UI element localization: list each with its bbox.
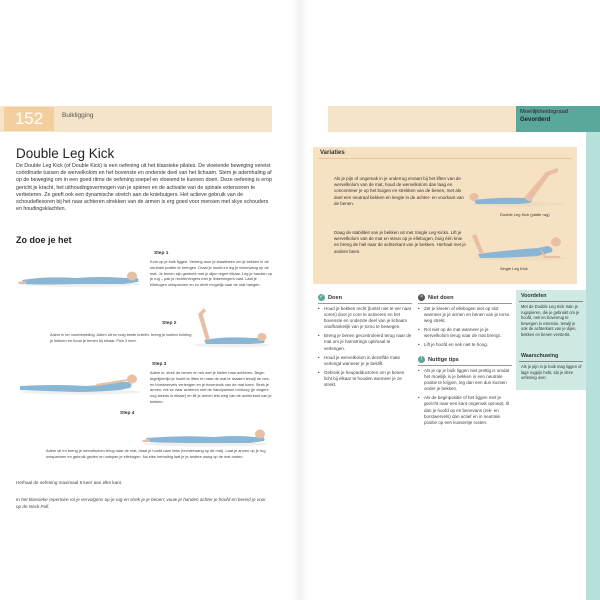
step4-text: Adem uit en breng je wervelkolom terug naar de mat, draai je hoofd naar links (rechterwang op de mat). Laat je armen op je rug ontspannen en gebruik gezien en ontspan je ellebogen. Na elke herhaling laat je je andere wang op de mat rusten. [46,448,266,459]
step3-illustration [16,370,146,396]
variation1-text: Als je pijn of ongemak in je onderrug ervaart bij het liften van de wervelkolom van de mat, houd de wervelkolom dan laag en concentreer je op het buigen en strekken van de benen, met als doel een neutraal bekken en lengte in de achter- en voorkant van de benen. [334,176,464,206]
section-label: Buikligging [62,112,94,119]
variation2-illustration [468,226,572,262]
teal-side-column [586,132,600,600]
page-number: 152 [4,107,54,131]
variation2-text: Daag de stabiliteit van je bekken uit met Single Leg Kicks. Lift je wervelkolom van de mat en steun op je ellebogen, buig één knie en breng de hiel naar de achterkant van je bekken. Herhaal met je andere been. [334,230,466,254]
doen-list [318,306,412,391]
list-item: • Breng je benen gecontroleerd terug naar de mat om je hamstrings optimaal te verlengen. [318,333,412,351]
right-page-header-band [328,106,516,132]
step2-illustration [190,300,272,350]
tips-title: Nuttige tips [428,357,459,363]
list-item: • Houd je wervelkolom in dezelfde mate verlengd wanneer je je beklift. [318,355,412,367]
warning-divider [519,361,583,362]
warning-text: Als je pijn in je buik mag liggen of lage rugpijn hebt, sla je deze oefening over. [521,364,582,380]
doen-title: Doen [328,295,342,301]
niet-doen-list [418,306,512,352]
tips-divider [418,365,512,366]
variation1-caption: Double Leg Kick (platte rug) [500,212,550,217]
classical-note: In het klassieke repertoire rol je vervolgens op je rug en strek je je benen; vouw je handen achter je hoofd en bereid je voor op de Neck Pull. [16,497,266,509]
step2-label: Step 2 [162,321,177,326]
variation2-caption: Single Leg Kick [500,266,528,271]
check-icon: ✓ [319,294,324,300]
variation1-illustration [468,164,568,208]
list-item: • Als je op je buik liggen niet prettig is omdat het moeilijk is je bekken in een neutrale positie te krijgen, leg dan een dun kussen onder je bekken. [418,368,512,392]
doen-divider [318,303,412,304]
step4-illustration [140,418,272,448]
how-to-heading: Zo doe je het [16,235,72,245]
closing-text: Herhaal de oefening maximaal 5 keer aan elke kant. [16,480,123,485]
list-item: • Gebruik je heupadductoren om je benen licht bij elkaar te houden wanneer je ze strekt. [318,370,412,388]
cross-icon: × [419,294,424,300]
step4-label: Step 4 [120,411,135,416]
tips-list [418,368,512,429]
step1-text: Kom op je buik liggen. Verleng door je staartbeen om je bekken in de neutrale positie te brengen. Draai je hoofd en leg je linkerwang op de mat. Je benen zijn gestrekt met je dijen tegen elkaar. Leg je handen op je rug – pak je rechtervingers met je linkervingers vast. Laat je ellebogen ontspannen en zo dicht mogelijk naar de mat hangen. [150,259,272,288]
list-item: • Als de beginpositie of het liggen met je gezicht naar een kant ongemak oproept, til dan je hoofd op en benevans (rek- en borstwervels) dan actief en in neutrale positie op een kussentje rusten. [418,395,512,425]
step1-illustration [16,262,144,290]
step2-text: Adem in ter voorbereiding. Adem uit en buig beide knieën, breng je voeten richting je bekken en houd je benen bij elkaar. Puls 3 keer. [50,332,192,343]
benefits-divider [519,301,583,302]
niet-doen-title: Niet doen [428,295,454,301]
page-title: Double Leg Kick [16,146,115,161]
list-item: • Zet je knieën of ellebogen niet op slot wanneer je je armen en benen van je torso weg strekt. [418,306,512,324]
book-gutter [292,0,308,600]
benefits-text: Met de Double Leg Kick train je rugspieren, die je gebruikt om je hoofd, nek en bovenrug te bewegen in extensie, terwijl je ook de achterkant van je dijen, bekken en benen versterkt. [521,304,580,337]
niet-doen-divider [418,303,512,304]
difficulty-value: Gevorderd [520,117,551,123]
benefits-title: Voordelen [521,293,547,299]
variations-title: Variaties [320,150,345,156]
warning-title: Waarschuwing [521,353,559,359]
list-item: • Houd je bekken recht (luntel niet te ver naar voren) door je core te activeren en het bovenste en onderste deel van je lichaam onafhankelijk van je torso te bewegen. [318,306,412,330]
step1-label: Step 1 [154,251,169,256]
list-item: • Lift je hoofd en nek niet te hoog. [418,342,512,348]
list-item: • Rol niet op de mat wanneer je je wervelkolom terug naar de mat brengt. [418,327,512,339]
step3-label: Step 3 [152,362,167,367]
difficulty-label: Moeilijkheidsgraad [520,109,569,115]
variations-divider [318,158,572,159]
intro-text: De Double Leg Kick (of Double Kick) is een oefening uit het klassieke pilates. De vloeiende beweging vereist coördinatie tussen de wervelkolom en het bovenste en onderste deel van het lichaam. Stem je ademhaling af op de beweging om in een goed ritme de oefening soepel en vloeiend te kunnen doen. Deze oefening is erop gericht je kracht, het uithoudingsvermogen van je spieren en de activatie van de spinale extensoren te verbeteren. Ze geeft ook een dynamische stretch aan de kniebuigers. Het actieve gebruik van de schoudeflexoren bij het naar achteren strekken van de armen is erg goed voor mensen met skye schouders en houdingsklachten. [16,163,272,213]
step3-text: Adem in, strek de benen en rek met je hielen naar achteren. Begin tegelijkertijd je hoofd te liften en naar de mat te draaien terwijl de nek- en borstwervels verlengen en je bovenbuik van de mat komt. Strek je armen, rek ze naar achteren met de handpalmen omhoog (je vingers nog steeds in elkaar) en lift je armen iets weg van de achterkant van je bekken. [150,370,272,404]
exclamation-icon: ! [418,356,425,363]
